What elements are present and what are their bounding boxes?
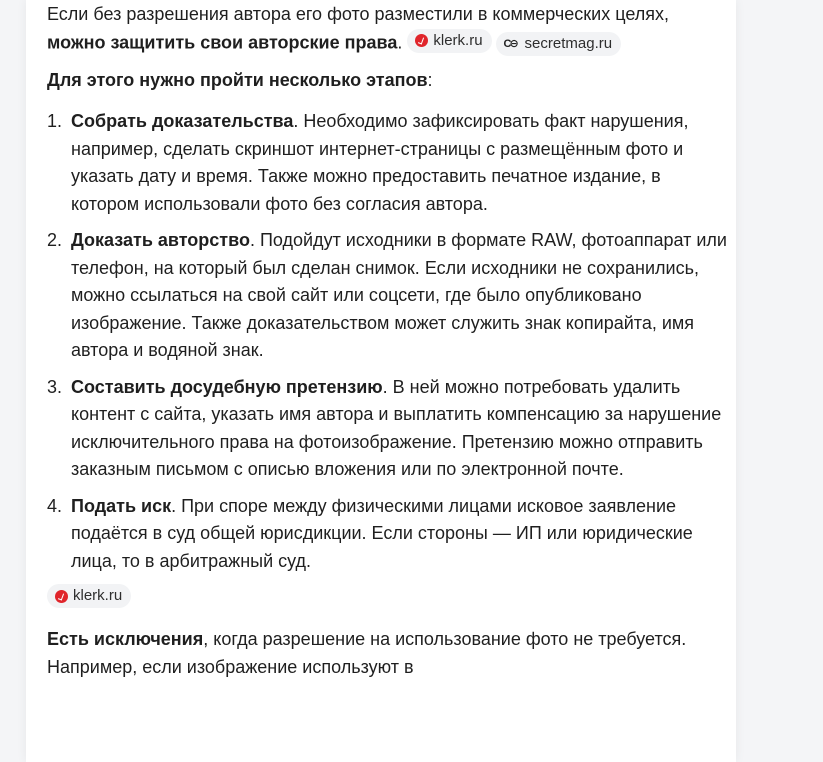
item-text: . В ней можно потребовать удалить контент с сайта, указать имя автора и выплатить компенсацию за нарушение исключительного права на фотоизображение. Претензию можно отправить заказным письмом с описью вложения или по электронной почте.	[71, 376, 722, 479]
item-text: . При споре между физическими лицами исковое заявление подаётся в суд общей юрисдикции. Если стороны — ИП или юридические лица, то в арбитражный суд.	[71, 495, 693, 571]
klerk-icon	[415, 34, 428, 47]
exceptions-paragraph	[47, 626, 727, 681]
list-item	[47, 108, 727, 218]
secretmag-icon: C⊖	[503, 38, 517, 50]
steps-list	[47, 108, 727, 575]
source-chip-klerk[interactable]	[47, 584, 131, 608]
steps-heading	[47, 67, 727, 95]
list-item	[47, 493, 727, 576]
steps-heading-colon: :	[427, 69, 433, 90]
steps-heading-bold: Для этого нужно пройти несколько этапов	[47, 69, 428, 90]
item-title: Собрать доказательства	[71, 111, 294, 131]
exceptions-bold: Есть исключения	[47, 629, 204, 649]
list-item	[47, 374, 727, 484]
answer-content	[47, 0, 727, 681]
steps-source-row	[47, 584, 727, 612]
intro-bold: можно защитить свои авторские права	[47, 32, 398, 52]
source-label: klerk.ru	[73, 587, 123, 604]
intro-text: Если без разрешения автора его фото разместили в коммерческих целях,	[47, 4, 669, 24]
source-chip-secretmag[interactable]	[496, 32, 622, 56]
item-number: 3.	[47, 376, 63, 397]
klerk-icon	[55, 590, 68, 603]
source-label: secretmag.ru	[524, 35, 613, 52]
source-label: klerk.ru	[433, 31, 483, 49]
item-number: 2.	[47, 230, 63, 250]
item-number: 4.	[47, 495, 63, 516]
item-text: . Подойдут исходники в формате RAW, фотоаппарат или телефон, на который был сделан снимок. Если исходники не сохранились, можно ссылаться на свой сайт или соцсети, где было опубликовано изображение. Также доказательством может служить знак копирайта, имя автора и водяной знак.	[71, 230, 727, 360]
item-text: . Необходимо зафиксировать факт нарушения, например, сделать скриншот интернет-страницы с размещённым фото и указать дату и время. Также можно предоставить печатное издание, в котором использовали фото без согласия автора.	[71, 111, 689, 214]
list-item	[47, 227, 727, 365]
item-number: 1.	[47, 111, 63, 131]
item-title: Составить досудебную претензию	[71, 376, 383, 397]
intro-period: .	[397, 32, 403, 52]
item-title: Подать иск	[71, 495, 172, 516]
item-title: Доказать авторство	[71, 230, 250, 250]
intro-paragraph	[47, 0, 727, 57]
source-chip-klerk[interactable]	[407, 29, 491, 53]
exceptions-text: , когда разрешение на использование фото не требуется. Например, если изображение используют в	[47, 629, 687, 677]
